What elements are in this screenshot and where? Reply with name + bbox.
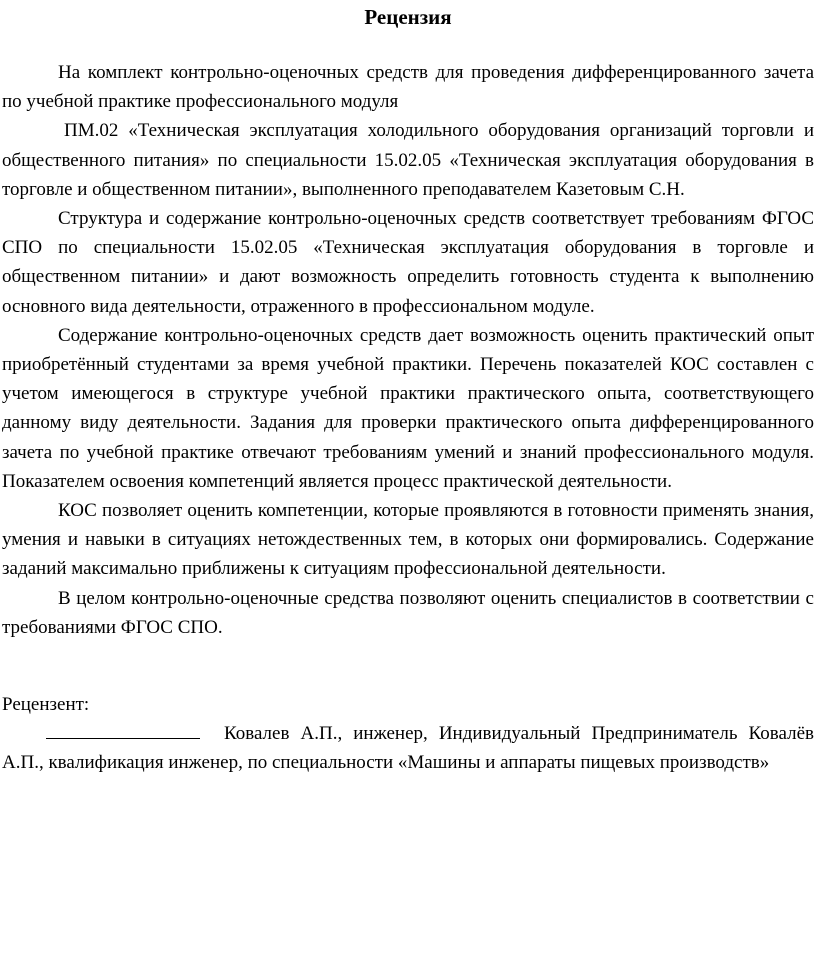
paragraph-intro: На комплект контрольно-оценочных средств для проведения дифференцированного зачета по учебной практике профессионального модуля <box>2 62 814 113</box>
paragraph-module: ПМ.02 «Техническая эксплуатация холодильного оборудования организаций торговли и общественного питания» по специальности 15.02.05 «Техническая эксплуатация оборудования в торговле и общественном питании», выполненного преподавателем Казетовым С.Н. <box>2 120 814 200</box>
signature-line <box>46 720 200 739</box>
paragraph-competencies: КОС позволяет оценить компетенции, которые проявляются в готовности применять знания, умения и навыки в ситуациях нетождественных тем, в которых они формировались. Содержание заданий максимально приближены к ситуациям профессиональной деятельности. <box>2 500 814 580</box>
reviewer-block <box>2 719 814 777</box>
reviewer-text: Ковалев А.П., инженер, Индивидуальный Предприниматель Ковалёв А.П., квалификация инженер, по специальности «Машины и аппараты пищевых производств» <box>2 723 814 774</box>
paragraph-content: Содержание контрольно-оценочных средств дает возможность оценить практический опыт приобретённый студентами за время учебной практики. Перечень показателей КОС составлен с учетом имеющегося в структуре учебной практики практического опыта, соответствующего данному виду деятельности. Задания для проверки практического опыта дифференцированного зачета по учебной практике отвечают требованиям умений и знаний профессионального модуля. Показателем освоения компетенций является процесс практической деятельности. <box>2 324 814 492</box>
paragraph-conclusion: В целом контрольно-оценочные средства позволяют оценить специалистов в соответствии с требованиями ФГОС СПО. <box>2 587 814 638</box>
document-title: Рецензия <box>364 5 452 29</box>
reviewer-label: Рецензент: <box>2 694 90 716</box>
document-page <box>0 2 816 967</box>
paragraph-structure: Структура и содержание контрольно-оценочных средств соответствует требованиям ФГОС СПО по специальности 15.02.05 «Техническая эксплуатация оборудования в торговле и общественном питании» и дают возможность определить готовность студента к выполнению основного вида деятельности, отраженного в профессиональном модуле. <box>2 208 814 317</box>
